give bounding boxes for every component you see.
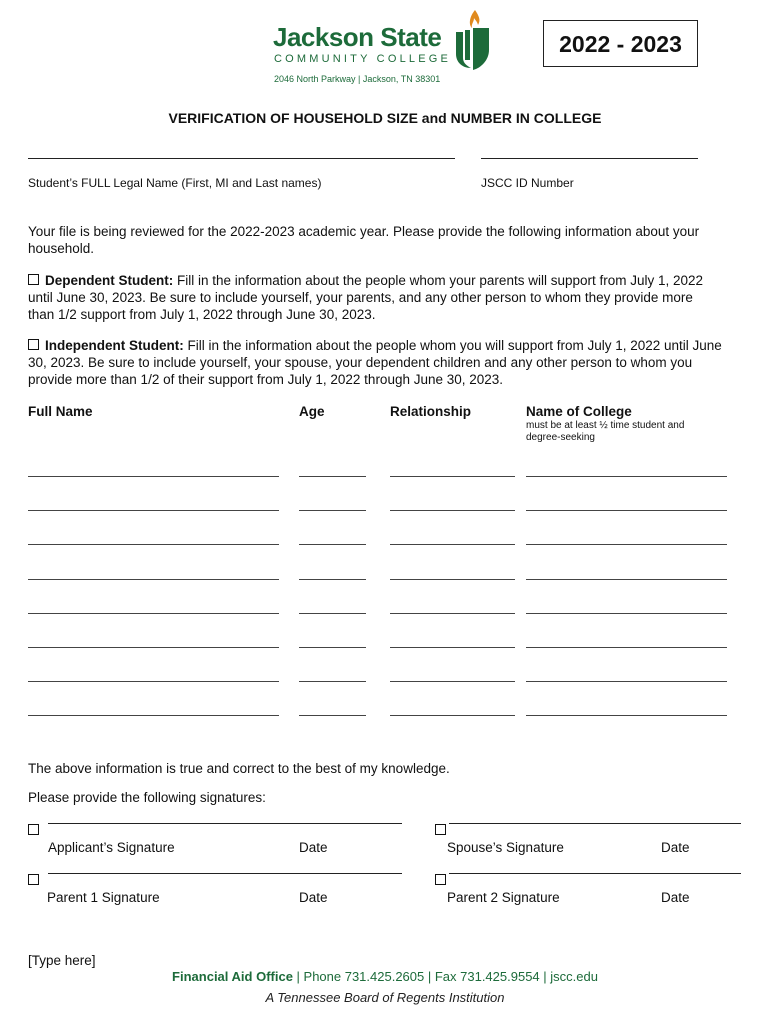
row-7-name-field[interactable] bbox=[28, 681, 279, 682]
row-5-college-field[interactable] bbox=[526, 613, 727, 614]
row-6-relationship-field[interactable] bbox=[390, 647, 515, 648]
academic-year-box: 2022 - 2023 bbox=[543, 20, 698, 67]
row-1-relationship-field[interactable] bbox=[390, 476, 515, 477]
row-2-name-field[interactable] bbox=[28, 510, 279, 511]
intro-text: Your file is being reviewed for the 2022-2023 academic year. Please provide the following information about your household. bbox=[28, 224, 700, 256]
spouse-date-label: Date bbox=[661, 840, 690, 855]
independent-text: Fill in the information about the people whom you will support from July 1, 2022 until June 30, 2023. Be sure to include yourself, your spouse, your dependent children and any other person to whom you provide more than 1/2 of their support from July 1, 2022 through June 30, 2023. bbox=[28, 338, 722, 387]
spouse-signature-line[interactable] bbox=[449, 823, 741, 824]
row-8-college-field[interactable] bbox=[526, 715, 727, 716]
row-2-relationship-field[interactable] bbox=[390, 510, 515, 511]
header-college: Name of College bbox=[526, 404, 632, 419]
spouse-sign-checkbox[interactable] bbox=[435, 824, 446, 835]
row-5-relationship-field[interactable] bbox=[390, 613, 515, 614]
student-id-label: JSCC ID Number bbox=[481, 176, 574, 190]
parent1-sign-checkbox[interactable] bbox=[28, 874, 39, 885]
row-4-name-field[interactable] bbox=[28, 579, 279, 580]
row-2-age-field[interactable] bbox=[299, 510, 366, 511]
header-full-name: Full Name bbox=[28, 404, 93, 419]
row-7-relationship-field[interactable] bbox=[390, 681, 515, 682]
dependent-label: Dependent Student: bbox=[45, 273, 174, 288]
spouse-signature-label: Spouse’s Signature bbox=[447, 840, 564, 855]
applicant-signature-label: Applicant’s Signature bbox=[48, 840, 175, 855]
row-6-college-field[interactable] bbox=[526, 647, 727, 648]
independent-paragraph bbox=[28, 337, 723, 388]
row-1-college-field[interactable] bbox=[526, 476, 727, 477]
row-2-college-field[interactable] bbox=[526, 510, 727, 511]
college-flame-logo bbox=[453, 8, 491, 72]
row-8-name-field[interactable] bbox=[28, 715, 279, 716]
dependent-paragraph bbox=[28, 272, 718, 323]
student-name-label: Student’s FULL Legal Name (First, MI and Last names) bbox=[28, 176, 322, 190]
parent1-date-label: Date bbox=[299, 890, 328, 905]
dependent-checkbox[interactable] bbox=[28, 274, 39, 285]
header-age: Age bbox=[299, 404, 325, 419]
row-4-age-field[interactable] bbox=[299, 579, 366, 580]
row-3-college-field[interactable] bbox=[526, 544, 727, 545]
independent-label: Independent Student: bbox=[45, 338, 184, 353]
student-id-field[interactable] bbox=[481, 158, 698, 159]
applicant-signature-line[interactable] bbox=[48, 823, 402, 824]
row-3-name-field[interactable] bbox=[28, 544, 279, 545]
row-3-age-field[interactable] bbox=[299, 544, 366, 545]
student-name-field[interactable] bbox=[28, 158, 455, 159]
footer-contact bbox=[0, 969, 770, 984]
row-6-age-field[interactable] bbox=[299, 647, 366, 648]
college-logo-name: Jackson State bbox=[273, 22, 442, 52]
college-address: 2046 North Parkway | Jackson, TN 38301 bbox=[274, 74, 441, 84]
parent1-signature-line[interactable] bbox=[48, 873, 402, 874]
row-8-age-field[interactable] bbox=[299, 715, 366, 716]
row-6-name-field[interactable] bbox=[28, 647, 279, 648]
dependent-text: Fill in the information about the people whom your parents will support from July 1, 2022 until June 30, 2023. Be sure to include yourself, your parents, and any other person to whom they provide more than 1/2 support from July 1, 2022 through June 30, 2023. bbox=[28, 273, 704, 322]
footer-office: Financial Aid Office bbox=[172, 969, 293, 984]
independent-checkbox[interactable] bbox=[28, 339, 39, 350]
row-1-name-field[interactable] bbox=[28, 476, 279, 477]
parent2-date-label: Date bbox=[661, 890, 690, 905]
parent2-signature-label: Parent 2 Signature bbox=[447, 890, 560, 905]
footer-tagline: A Tennessee Board of Regents Institution bbox=[265, 990, 505, 1005]
signatures-prompt: Please provide the following signatures: bbox=[28, 790, 266, 805]
type-here-placeholder[interactable]: [Type here] bbox=[28, 953, 96, 968]
row-7-age-field[interactable] bbox=[299, 681, 366, 682]
row-4-relationship-field[interactable] bbox=[390, 579, 515, 580]
row-1-age-field[interactable] bbox=[299, 476, 366, 477]
form-title: VERIFICATION OF HOUSEHOLD SIZE and NUMBER IN COLLEGE bbox=[168, 110, 602, 126]
footer-contact-details: | Phone 731.425.2605 | Fax 731.425.9554 | jscc.edu bbox=[292, 969, 598, 984]
row-8-relationship-field[interactable] bbox=[390, 715, 515, 716]
applicant-date-label: Date bbox=[299, 840, 328, 855]
row-5-name-field[interactable] bbox=[28, 613, 279, 614]
header-relationship: Relationship bbox=[390, 404, 472, 419]
college-note: must be at least ½ time student and degree-seeking bbox=[526, 420, 685, 443]
row-5-age-field[interactable] bbox=[299, 613, 366, 614]
parent2-sign-checkbox[interactable] bbox=[435, 874, 446, 885]
row-4-college-field[interactable] bbox=[526, 579, 727, 580]
applicant-sign-checkbox[interactable] bbox=[28, 824, 39, 835]
certify-text: The above information is true and correct to the best of my knowledge. bbox=[28, 761, 450, 776]
parent1-signature-label: Parent 1 Signature bbox=[47, 890, 160, 905]
parent2-signature-line[interactable] bbox=[449, 873, 741, 874]
row-7-college-field[interactable] bbox=[526, 681, 727, 682]
college-logo-subtitle: COMMUNITY COLLEGE bbox=[274, 53, 452, 65]
row-3-relationship-field[interactable] bbox=[390, 544, 515, 545]
